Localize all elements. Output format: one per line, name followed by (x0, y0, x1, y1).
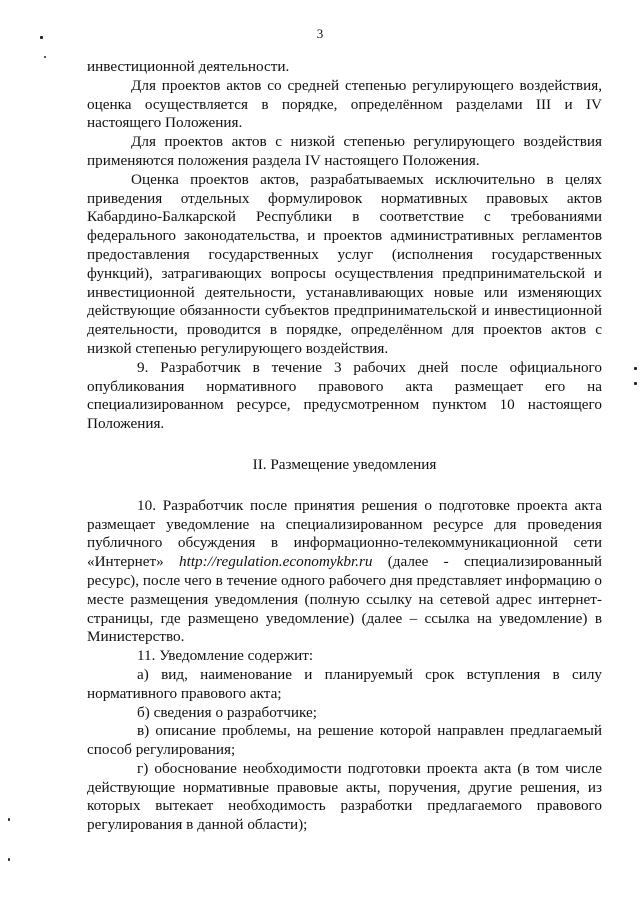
paragraph-medium-impact: Для проектов актов со средней степенью регулирующего воздействия, оценка осуществляется в порядке, определённом разделами III и IV настоящего Положения. (87, 76, 602, 132)
list-item-d: г) обоснование необходимости подготовки проекта акта (в том числе действующие нормативные правовые акты, поручения, другие решения, из которых вытекает необходимость разработки предлагаемого правового регулирования в данной области); (87, 759, 602, 834)
paragraph-continuation: инвестиционной деятельности. (87, 58, 290, 75)
list-item-c: в) описание проблемы, на решение которой направлен предлагаемый способ регулирования; (87, 722, 602, 759)
item-10-text-end: (далее - специализированный ресурс), после чего в течение одного рабочего дня представляет информацию о месте размещения уведомления (полную ссылку на сетевой адрес интернет-страницы, где размещено уведомление) (далее – ссылка на уведомление) в Министерство. (87, 553, 602, 646)
scan-dot (8, 858, 10, 861)
scan-dot (634, 382, 637, 385)
paragraph-item-11-intro: 11. Уведомление содержит: (137, 647, 314, 665)
paragraph-evaluation: Оценка проектов актов, разрабатываемых исключительно в целях приведения отдельных формулировок нормативных правовых актов Кабардино-Балкарской Республики в соответствие с требованиями федерального законодательства, и проектов административных регламентов предоставления государственных услуг (исполнения государственных функций), затрагивающих вопросы осуществления предпринимательской и инвестиционной деятельности, устанавливающих новые или изменяющих действующие обязанности субъектов предпринимательской и инвестиционной деятельности, проводится в порядке, определённом для проектов актов с низкой степенью регулирующего воздействия. (87, 170, 602, 357)
list-item-a: а) вид, наименование и планируемый срок вступления в силу нормативного правового акта; (87, 665, 602, 702)
paragraph-item-10 (87, 497, 602, 647)
scan-dot (8, 818, 10, 821)
paragraph-low-impact: Для проектов актов с низкой степенью регулирующего воздействия применяются положения раздела IV настоящего Положения. (87, 133, 602, 169)
paragraph-item-9: 9. Разработчик в течение 3 рабочих дней после официального опубликования нормативного правового акта размещает его на специализированном ресурсе, предусмотренном пунктом 10 настоящего Положения. (87, 358, 602, 433)
item-10-text-start: 10. Разработчик после принятия решения о подготовке проекта акта размещает уведомление на специализированном ресурсе для проведения публичного обсуждения в информационно-телекоммуникационной сети «Интернет» (87, 496, 602, 571)
document-body (87, 58, 602, 835)
scan-dot (44, 56, 46, 58)
scan-dot (634, 367, 637, 370)
list-item-b: б) сведения о разработчике; (137, 703, 317, 721)
page-number: 3 (316, 26, 324, 41)
regulation-url: http://regulation.economykbr.ru (179, 553, 373, 571)
section-heading: II. Размещение уведомления (252, 455, 437, 473)
scan-dot (40, 36, 43, 39)
